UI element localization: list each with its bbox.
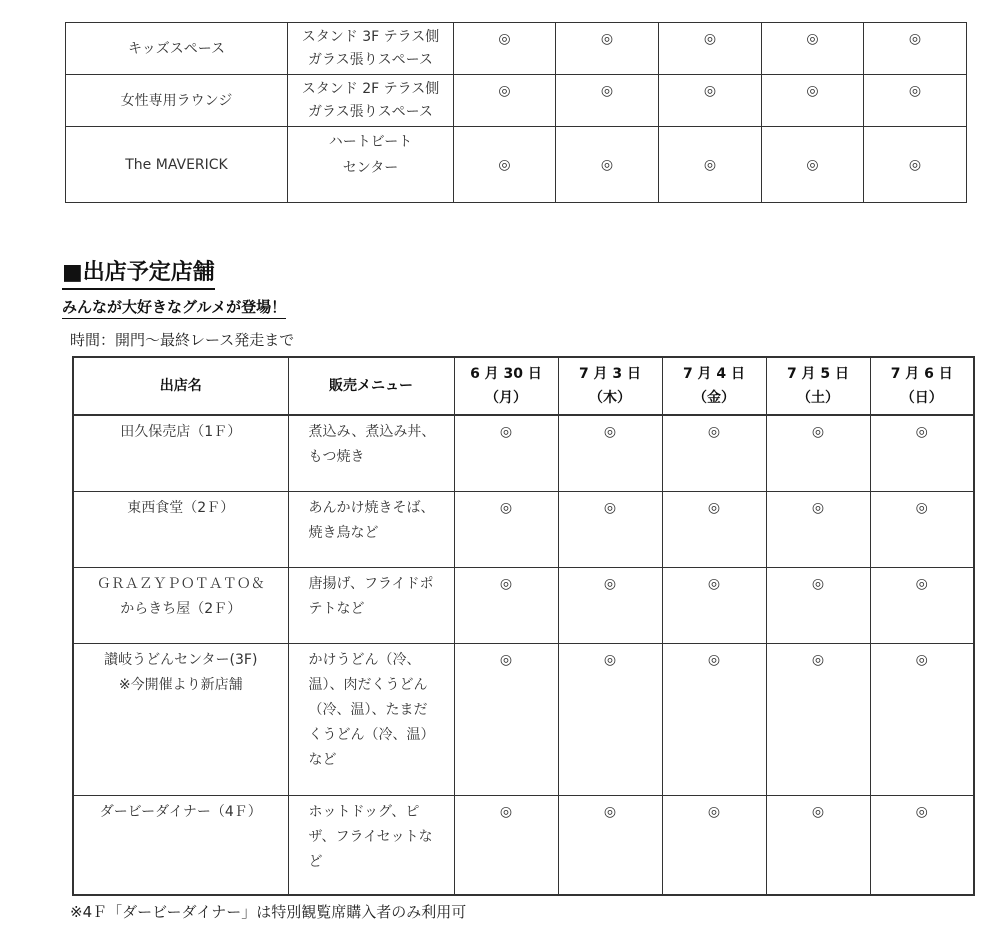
availability-mark: ◎ (766, 491, 870, 567)
shop-menu: あんかけ焼きそば、 焼き鳥など (288, 491, 454, 567)
availability-mark: ◎ (454, 415, 558, 491)
availability-mark: ◎ (558, 415, 662, 491)
facility-name: キッズスペース (66, 23, 288, 75)
availability-mark: ◎ (864, 75, 967, 127)
table-row (66, 127, 967, 203)
facility-name: 女性専用ラウンジ (66, 75, 288, 127)
shop-menu: 煮込み、煮込み丼、 もつ焼き (288, 415, 454, 491)
availability-mark: ◎ (556, 23, 659, 75)
availability-mark: ◎ (662, 643, 766, 795)
shop-name: ダービーダイナー（4Ｆ） (73, 795, 288, 895)
availability-mark: ◎ (454, 75, 556, 127)
availability-mark: ◎ (766, 567, 870, 643)
availability-mark: ◎ (454, 491, 558, 567)
table-row (66, 23, 967, 75)
availability-mark: ◎ (766, 643, 870, 795)
header-date: 7 月 6 日 （日） (870, 357, 974, 415)
availability-mark: ◎ (870, 415, 974, 491)
availability-mark: ◎ (454, 795, 558, 895)
availability-mark: ◎ (870, 567, 974, 643)
header-date: 7 月 5 日 （土） (766, 357, 870, 415)
facilities-table (65, 22, 967, 203)
availability-mark: ◎ (454, 23, 556, 75)
facility-name: The MAVERICK (66, 127, 288, 203)
table-row (73, 415, 974, 491)
shop-name: 讃岐うどんセンター(3F) ※今開催より新店舗 (73, 643, 288, 795)
availability-mark: ◎ (454, 567, 558, 643)
availability-mark: ◎ (662, 567, 766, 643)
availability-mark: ◎ (870, 491, 974, 567)
availability-mark: ◎ (662, 795, 766, 895)
availability-mark: ◎ (766, 795, 870, 895)
table-row (73, 643, 974, 795)
shop-menu: ホットドッグ、ピ ザ、フライセットな ど (288, 795, 454, 895)
availability-mark: ◎ (558, 567, 662, 643)
table-header-row (73, 357, 974, 415)
availability-mark: ◎ (659, 75, 762, 127)
availability-mark: ◎ (766, 415, 870, 491)
header-date: 6 月 30 日 （月） (454, 357, 558, 415)
table-row (73, 567, 974, 643)
availability-mark: ◎ (870, 795, 974, 895)
availability-mark: ◎ (454, 127, 556, 203)
shop-name: 東西食堂（2Ｆ） (73, 491, 288, 567)
availability-mark: ◎ (659, 127, 762, 203)
shop-menu: かけうどん（冷、 温）、肉だくうどん （冷、温）、たまだ くうどん（冷、温） など (288, 643, 454, 795)
availability-mark: ◎ (864, 23, 967, 75)
header-date: 7 月 4 日 （金） (662, 357, 766, 415)
availability-mark: ◎ (662, 415, 766, 491)
section-title: ■出店予定店舗 (62, 258, 215, 290)
availability-mark: ◎ (558, 491, 662, 567)
header-date: 7 月 3 日 （木） (558, 357, 662, 415)
availability-mark: ◎ (870, 643, 974, 795)
availability-mark: ◎ (762, 75, 864, 127)
availability-mark: ◎ (762, 23, 864, 75)
availability-mark: ◎ (662, 491, 766, 567)
section-subtitle: みんなが大好きなグルメが登場！ (62, 296, 286, 319)
shop-menu: 唐揚げ、フライドポ テトなど (288, 567, 454, 643)
table-row (66, 75, 967, 127)
shops-table (72, 356, 975, 896)
table-row (73, 491, 974, 567)
time-note: 時間：開門〜最終レース発走まで (70, 331, 295, 349)
footnote: ※4Ｆ「ダービーダイナー」は特別観覧席購入者のみ利用可 (70, 903, 467, 921)
shop-name: ＧＲＡＺＹＰＯＴＡＴＯ＆ からきち屋（2Ｆ） (73, 567, 288, 643)
availability-mark: ◎ (762, 127, 864, 203)
shop-name: 田久保売店（1Ｆ） (73, 415, 288, 491)
availability-mark: ◎ (659, 23, 762, 75)
header-menu: 販売メニュー (288, 357, 454, 415)
availability-mark: ◎ (556, 75, 659, 127)
table-row (73, 795, 974, 895)
facility-location: スタンド 3F テラス側 ガラス張りスペース (288, 23, 454, 75)
facility-location: ハートビート センター (288, 127, 454, 203)
availability-mark: ◎ (558, 643, 662, 795)
availability-mark: ◎ (864, 127, 967, 203)
header-shop-name: 出店名 (73, 357, 288, 415)
facility-location: スタンド 2F テラス側 ガラス張りスペース (288, 75, 454, 127)
availability-mark: ◎ (556, 127, 659, 203)
availability-mark: ◎ (558, 795, 662, 895)
availability-mark: ◎ (454, 643, 558, 795)
